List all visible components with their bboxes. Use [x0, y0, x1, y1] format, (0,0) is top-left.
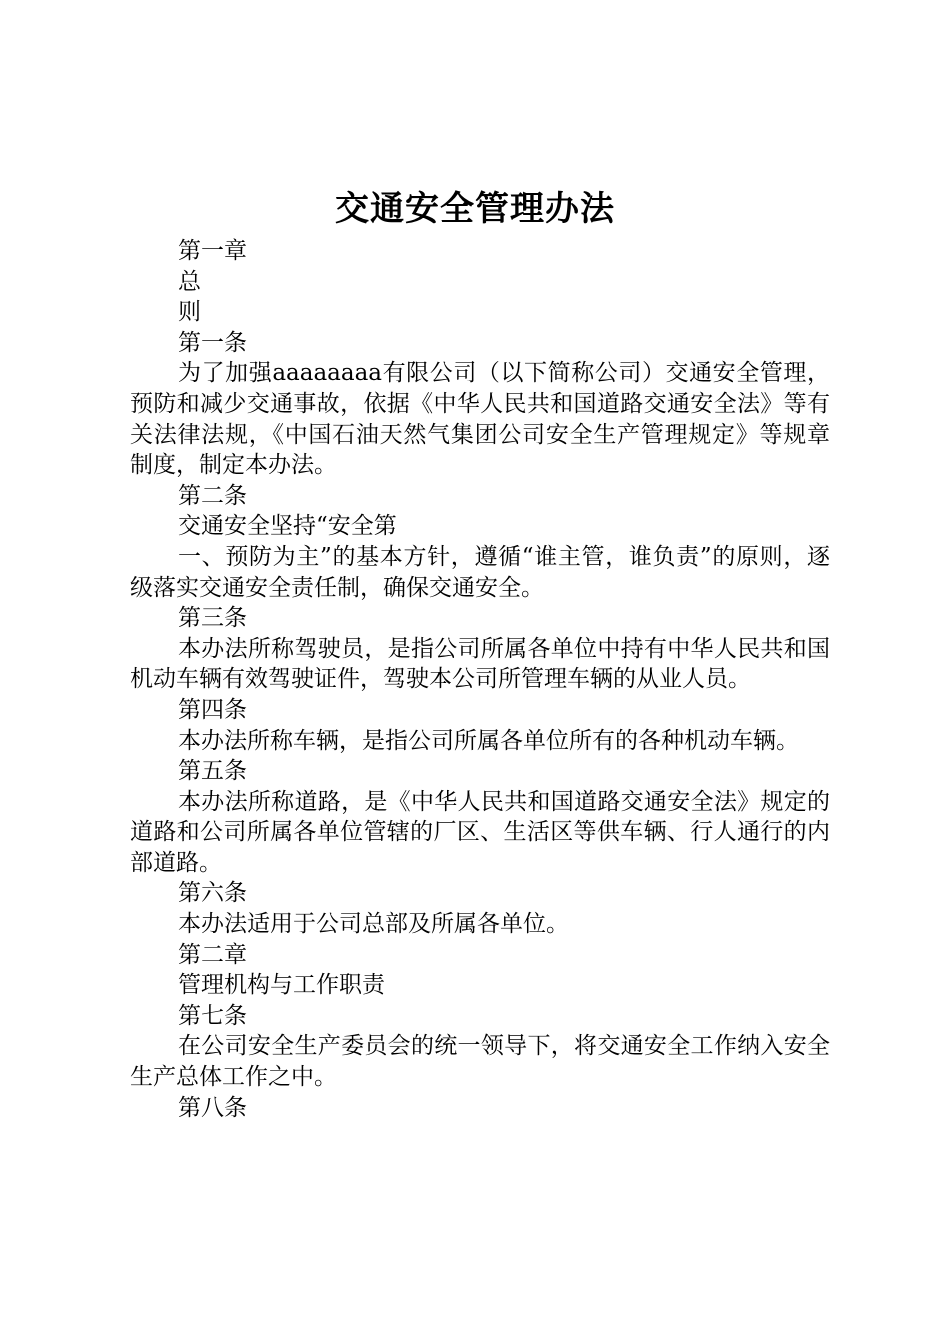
document-title: 交通安全管理办法: [335, 189, 615, 229]
article-body: 为了加强aaaaaaaa有限公司（以下简称公司）交通安全管理，预防和减少交通事故，依据《中华人民共和国道路交通安全法》等有关法律法规，《中国石油天然气集团公司安全生产管理规定》等规章制度，制定本办法。: [130, 360, 830, 479]
article-body: 一、预防为主”的基本方针，遵循“谁主管，谁负责”的原则，逐级落实交通安全责任制，确保交通安全。: [130, 543, 830, 601]
article-body: 本办法所称车辆，是指公司所属各单位所有的各种机动车辆。: [178, 727, 799, 754]
article-body: 本办法所称驾驶员，是指公司所属各单位中持有中华人民共和国机动车辆有效驾驶证件，驾驶本公司所管理车辆的从业人员。: [130, 635, 830, 693]
chapter-title-part: 则: [178, 299, 201, 326]
chapter-heading: 第二章: [178, 941, 247, 968]
article-heading: 第八条: [178, 1094, 247, 1121]
chapter-heading: 第一章: [178, 238, 247, 264]
article-body: 本办法适用于公司总部及所属各单位。: [178, 911, 569, 938]
article-heading: 第四条: [178, 696, 247, 723]
article-heading: 第五条: [178, 758, 247, 785]
article-body: 交通安全坚持“安全第: [178, 513, 397, 540]
article-heading: 第二条: [178, 482, 247, 509]
article-body: 本办法所称道路，是《中华人民共和国道路交通安全法》规定的道路和公司所属各单位管辖的厂区、生活区等供车辆、行人通行的内部道路。: [130, 788, 830, 876]
document-body: [130, 236, 830, 1123]
article-heading: 第六条: [178, 880, 247, 907]
chapter-title: 管理机构与工作职责: [178, 972, 385, 999]
article-heading: 第一条: [178, 329, 247, 356]
chapter-title-part: 总: [178, 268, 201, 295]
article-body: 在公司安全生产委员会的统一领导下，将交通安全工作纳入安全生产总体工作之中。: [130, 1033, 830, 1091]
article-heading: 第三条: [178, 605, 247, 632]
article-heading: 第七条: [178, 1002, 247, 1029]
